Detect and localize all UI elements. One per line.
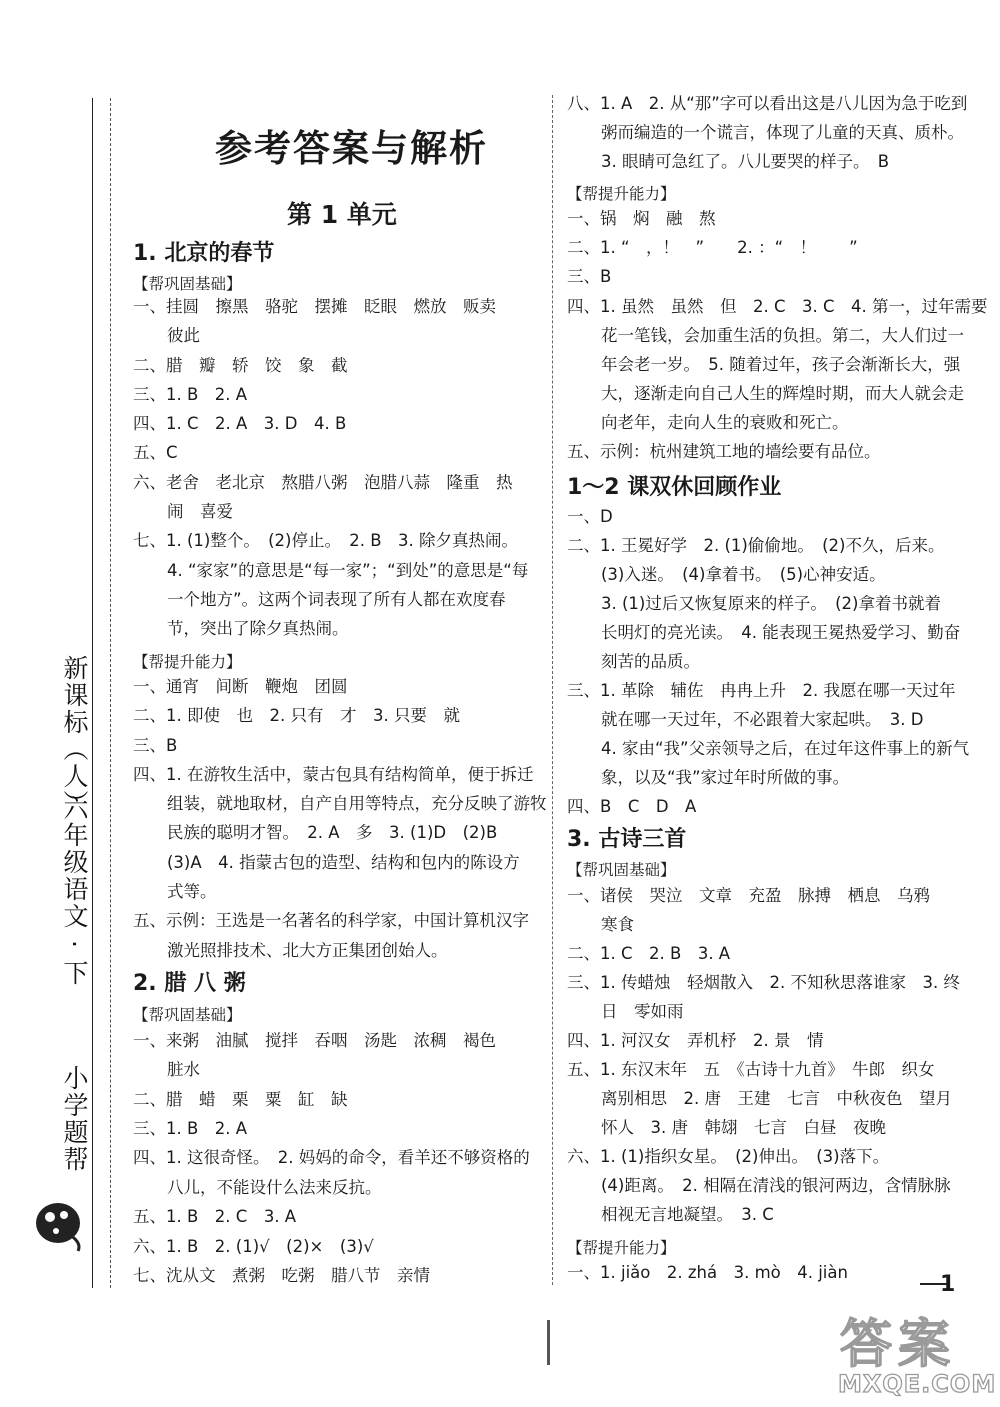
page-number: 1 (940, 1272, 956, 1297)
answer-line: 相视无言地凝望。 3. C (601, 1205, 774, 1224)
watermark-text-top: 答案 (840, 1315, 957, 1375)
answer-line: 二、1. “ ，！ ” 2. ：“ ！ ” (567, 238, 858, 257)
margin-rule (92, 98, 93, 1288)
answer-line: 3. (1)过后又恢复原来的样子。 (2)拿着书就着 (601, 594, 941, 613)
column-divider (552, 95, 553, 1285)
answer-line: 年会老一岁。 5. 随着过年，孩子会渐渐长大，强 (601, 355, 961, 374)
lesson-heading: 2. 腊 八 粥 (133, 971, 246, 996)
answer-line: 怀人 3. 唐 韩翃 七言 白昼 夜晚 (601, 1118, 886, 1137)
answer-line: 一、诸侯 哭泣 文章 充盈 脉搏 栖息 乌鸦 (567, 886, 930, 905)
answer-line: 五、示例：杭州建筑工地的墙绘要有品位。 (567, 442, 881, 461)
answer-line: 就在哪一天过年，不必跟着大家起哄。 3. D (601, 710, 924, 729)
answer-line: 激光照排技术、北大方正集团创始人。 (167, 941, 448, 960)
section-label: 【帮提升能力】 (567, 1239, 676, 1257)
answer-line: 花一笔钱，会加重生活的负担。第二，大人们过一 (601, 326, 964, 345)
answer-line: 组装，就地取材，自产自用等特点，充分反映了游牧 (167, 794, 547, 813)
answer-line: 五、1. B 2. C 3. A (133, 1207, 297, 1226)
answer-line: 八、1. A 2. 从“那”字可以看出这是八儿因为急于吃到 (567, 94, 968, 113)
answer-line: 六、1. B 2. (1)√ (2)× (3)√ (133, 1237, 374, 1256)
answer-line: 二、腊 蜡 栗 粟 缸 缺 (133, 1090, 348, 1109)
answer-line: 一、锅 焖 融 熬 (567, 209, 716, 228)
answer-line: 四、1. 河汉女 弄机杼 2. 景 情 (567, 1031, 824, 1050)
page-title: 参考答案与解析 (215, 127, 488, 170)
answer-line: 寒食 (601, 915, 634, 934)
answer-line: 四、1. 虽然 虽然 但 2. C 3. C 4. 第一，过年需要 (567, 297, 988, 316)
answer-line: 一、来粥 油腻 搅拌 吞咽 汤匙 浓稠 褐色 (133, 1031, 496, 1050)
answer-line: 4. “家家”的意思是“每一家”；“到处”的意思是“每 (167, 561, 529, 580)
answer-line: 日 零如雨 (601, 1002, 684, 1021)
answer-line: 四、1. 在游牧生活中，蒙古包具有结构简单，便于拆迁 (133, 765, 534, 784)
answer-line: (4)距离。 2. 相隔在清浅的银河两边，含情脉脉 (601, 1176, 951, 1195)
answer-line: 一、通宵 间断 鞭炮 团圆 (133, 677, 348, 696)
answer-line: 五、C (133, 443, 178, 462)
answer-line: 三、B (133, 736, 178, 755)
answer-line: 粥而编造的一个谎言，体现了儿童的天真、质朴。 (601, 123, 964, 142)
answer-line: 二、1. C 2. B 3. A (567, 944, 731, 963)
book-label: 六年级语文 · 下 (60, 795, 89, 987)
answer-line: 闹 喜爱 (167, 502, 233, 521)
answer-line: 七、1. (1)整个。 (2)停止。 2. B 3. 除夕真热闹。 (133, 531, 519, 550)
answer-line: 脏水 (167, 1060, 200, 1079)
section-label: 【帮巩固基础】 (133, 1006, 242, 1024)
answer-line: 一、1. jiǎo 2. zhá 3. mò 4. jiàn (567, 1263, 848, 1282)
unit-title: 第 1 单元 (287, 200, 397, 229)
watermark-text-bottom: MXQE.COM (838, 1370, 997, 1398)
section-label: 【帮提升能力】 (133, 653, 242, 671)
lesson-heading: 1. 北京的春节 (133, 241, 275, 266)
answer-line: 二、1. 王冕好学 2. (1)偷偷地。 (2)不久，后来。 (567, 536, 945, 555)
series-label: 新课标（人） (60, 655, 89, 817)
answer-line: 节，突出了除夕真热闹。 (167, 619, 349, 638)
answer-line: 七、沈从文 煮粥 吃粥 腊八节 亲情 (133, 1266, 430, 1285)
answer-line: 式等。 (167, 882, 217, 901)
watermark (828, 1300, 998, 1407)
answer-line: 三、1. 革除 辅佐 冉冉上升 2. 我愿在哪一天过年 (567, 681, 956, 700)
lesson-heading: 1～2 课双休回顾作业 (567, 475, 782, 500)
answer-line: 三、1. 传蜡烛 轻烟散入 2. 不知秋思落谁家 3. 终 (567, 973, 960, 992)
answer-line: 一、D (567, 507, 613, 526)
answer-line: (3)A 4. 指蒙古包的造型、结构和包内的陈设方 (167, 853, 520, 872)
answer-line: 二、1. 即使 也 2. 只有 才 3. 只要 就 (133, 706, 460, 725)
answer-line: 象，以及“我”家过年时所做的事。 (601, 768, 850, 787)
answer-line: 四、1. C 2. A 3. D 4. B (133, 414, 347, 433)
answer-line: 4. 家由“我”父亲领导之后，在过年这件事上的新气 (601, 739, 970, 758)
answer-line: 彼此 (167, 326, 200, 345)
answer-line: 六、老舍 老北京 熬腊八粥 泡腊八蒜 隆重 热 (133, 473, 513, 492)
section-label: 【帮提升能力】 (567, 185, 676, 203)
brand-logo-icon (30, 1185, 90, 1255)
answer-line: 民族的聪明才智。 2. A 多 3. (1)D (2)B (167, 823, 498, 842)
answer-line: 3. 眼睛可急红了。八儿要哭的样子。 B (601, 152, 890, 171)
answer-line: 三、1. B 2. A (133, 385, 248, 404)
binding-mark (547, 1320, 550, 1365)
lesson-heading: 3. 古诗三首 (567, 827, 687, 852)
answer-line: 六、1. (1)指织女星。 (2)伸出。 (3)落下。 (567, 1147, 890, 1166)
answer-line: 四、B C D A (567, 797, 697, 816)
answer-line: 八儿，不能设什么法来反抗。 (167, 1178, 382, 1197)
answer-line: 大，逐渐走向自己人生的辉煌时期，而大人就会走 (601, 384, 964, 403)
section-label: 【帮巩固基础】 (133, 275, 242, 293)
brand-label: 小学题帮 (60, 1065, 89, 1173)
answer-line: 刻苦的品质。 (601, 652, 700, 671)
answer-line: 一个地方”。这两个词表现了所有人都在欢度春 (167, 590, 506, 609)
answer-line: 五、1. 东汉末年 五 《古诗十九首》 牛郎 织女 (567, 1060, 935, 1079)
answer-line: 一、挂圆 擦黑 骆驼 摆摊 眨眼 燃放 贩卖 (133, 297, 496, 316)
answer-line: 四、1. 这很奇怪。 2. 妈妈的命令，看羊还不够资格的 (133, 1148, 530, 1167)
answer-line: 三、B (567, 267, 612, 286)
answer-line: 离别相思 2. 唐 王建 七言 中秋夜色 望月 (601, 1089, 952, 1108)
answer-line: (3)入迷。 (4)拿着书。 (5)心神安适。 (601, 565, 886, 584)
margin-dashed-rule (110, 98, 111, 1288)
answer-line: 五、示例：王选是一名著名的科学家，中国计算机汉字 (133, 911, 529, 930)
answer-line: 长明灯的亮光读。 4. 能表现王冕热爱学习、勤奋 (601, 623, 961, 642)
answer-line: 向老年，走向人生的衰败和死亡。 (601, 413, 849, 432)
answer-line: 三、1. B 2. A (133, 1119, 248, 1138)
section-label: 【帮巩固基础】 (567, 861, 676, 879)
answer-line: 二、腊 瓣 轿 饺 象 截 (133, 356, 348, 375)
